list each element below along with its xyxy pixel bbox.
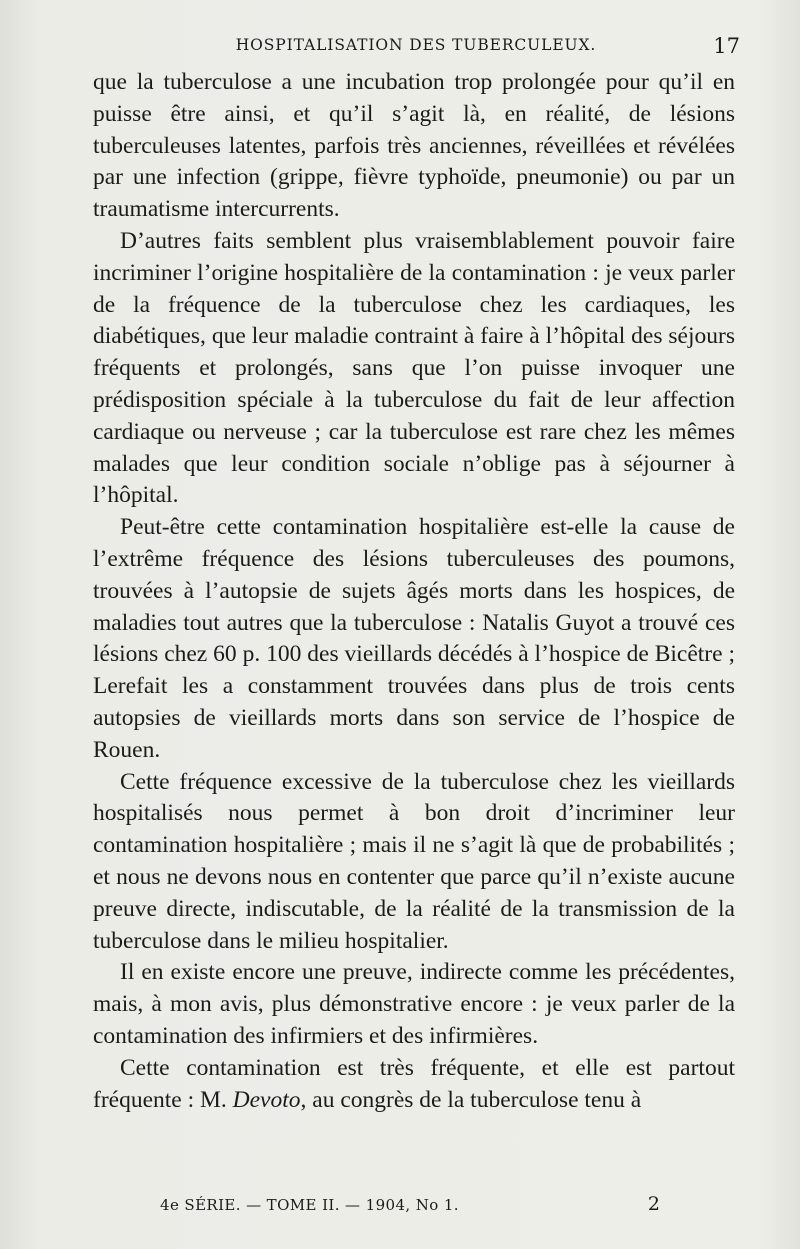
paragraph-text: D’autres faits semblent plus vraisemblablement pouvoir faire incriminer l’origine hospitalière de la contamination : je veux parler de la fréquence de la tuberculose chez les cardiaques, les diabétiques, que leur maladie contraint à faire à l’hôpital des séjours fréquents et prolongés, sans que l’on puisse invoquer une prédisposition spéciale à la tuberculose du fait de leur affection cardiaque ou nerveuse ; car la tuberculose est rare chez les mêmes malades que leur condition sociale n’oblige pas à séjourner à l’hôpital. [93,227,735,509]
paragraph [93,67,735,226]
paragraph [93,512,735,766]
paragraph-text: Il en existe encore une preuve, indirecte comme les précédentes, mais, à mon avis, plus démonstrative encore : je veux parler de la contamination des infirmiers et des infirmières. [93,959,735,1049]
paragraph [93,1053,735,1117]
paragraph-text: Cette fréquence excessive de la tuberculose chez les vieillards hospitalisés nous permet à bon droit d’incriminer leur contamination hospitalière ; mais il ne s’agit là que de probabilités ; et nous ne devons nous en contenter que parce qu’il n’existe aucune preuve directe, indiscutable, de la réalité de la transmission de la tuberculose dans le milieu hospitalier. [93,768,735,954]
signature-mark: 2 [647,1193,660,1215]
author-name: Devoto [232,1086,301,1113]
paragraph-text: , au congrès de la tuberculose tenu à [300,1086,642,1113]
paragraph-text: Cette contamination est très fréquente, et elle est partout fréquente : M. [93,1054,735,1113]
signature-line: 4e SÉRIE. — TOME II. — 1904, No 1. [160,1196,459,1214]
running-head [92,34,740,58]
page-number: 17 [713,34,740,58]
paragraph-text: que la tuberculose a une incubation trop prolongée pour qu’il en puisse être ainsi, et qu’il s’agit là, en réalité, de lésions tuberculeuses latentes, parfois très anciennes, réveillées et révélées par une infection (grippe, fièvre typhoïde, pneumonie) ou par un traumatisme intercurrents. [93,69,735,223]
paragraph [93,226,735,512]
running-title: HOSPITALISATION DES TUBERCULEUX. [235,36,597,54]
paragraph-text: Peut-être cette contamination hospitalière est-elle la cause de l’extrême fréquence des lésions tuberculeuses des poumons, trouvées à l’autopsie de sujets âgés morts dans les hospices, de maladies tout autres que la tuberculose : Natalis Guyot a trouvé ces lésions chez 60 p. 100 des vieillards décédés à l’hospice de Bicêtre ; Lerefait les a constamment trouvées dans plus de trois cents autopsies de vieillards morts dans son service de l’hospice de Rouen. [93,514,735,763]
paragraph [93,767,735,958]
paragraph [93,957,735,1052]
page-footer [160,1193,660,1220]
body-text [93,67,735,1116]
